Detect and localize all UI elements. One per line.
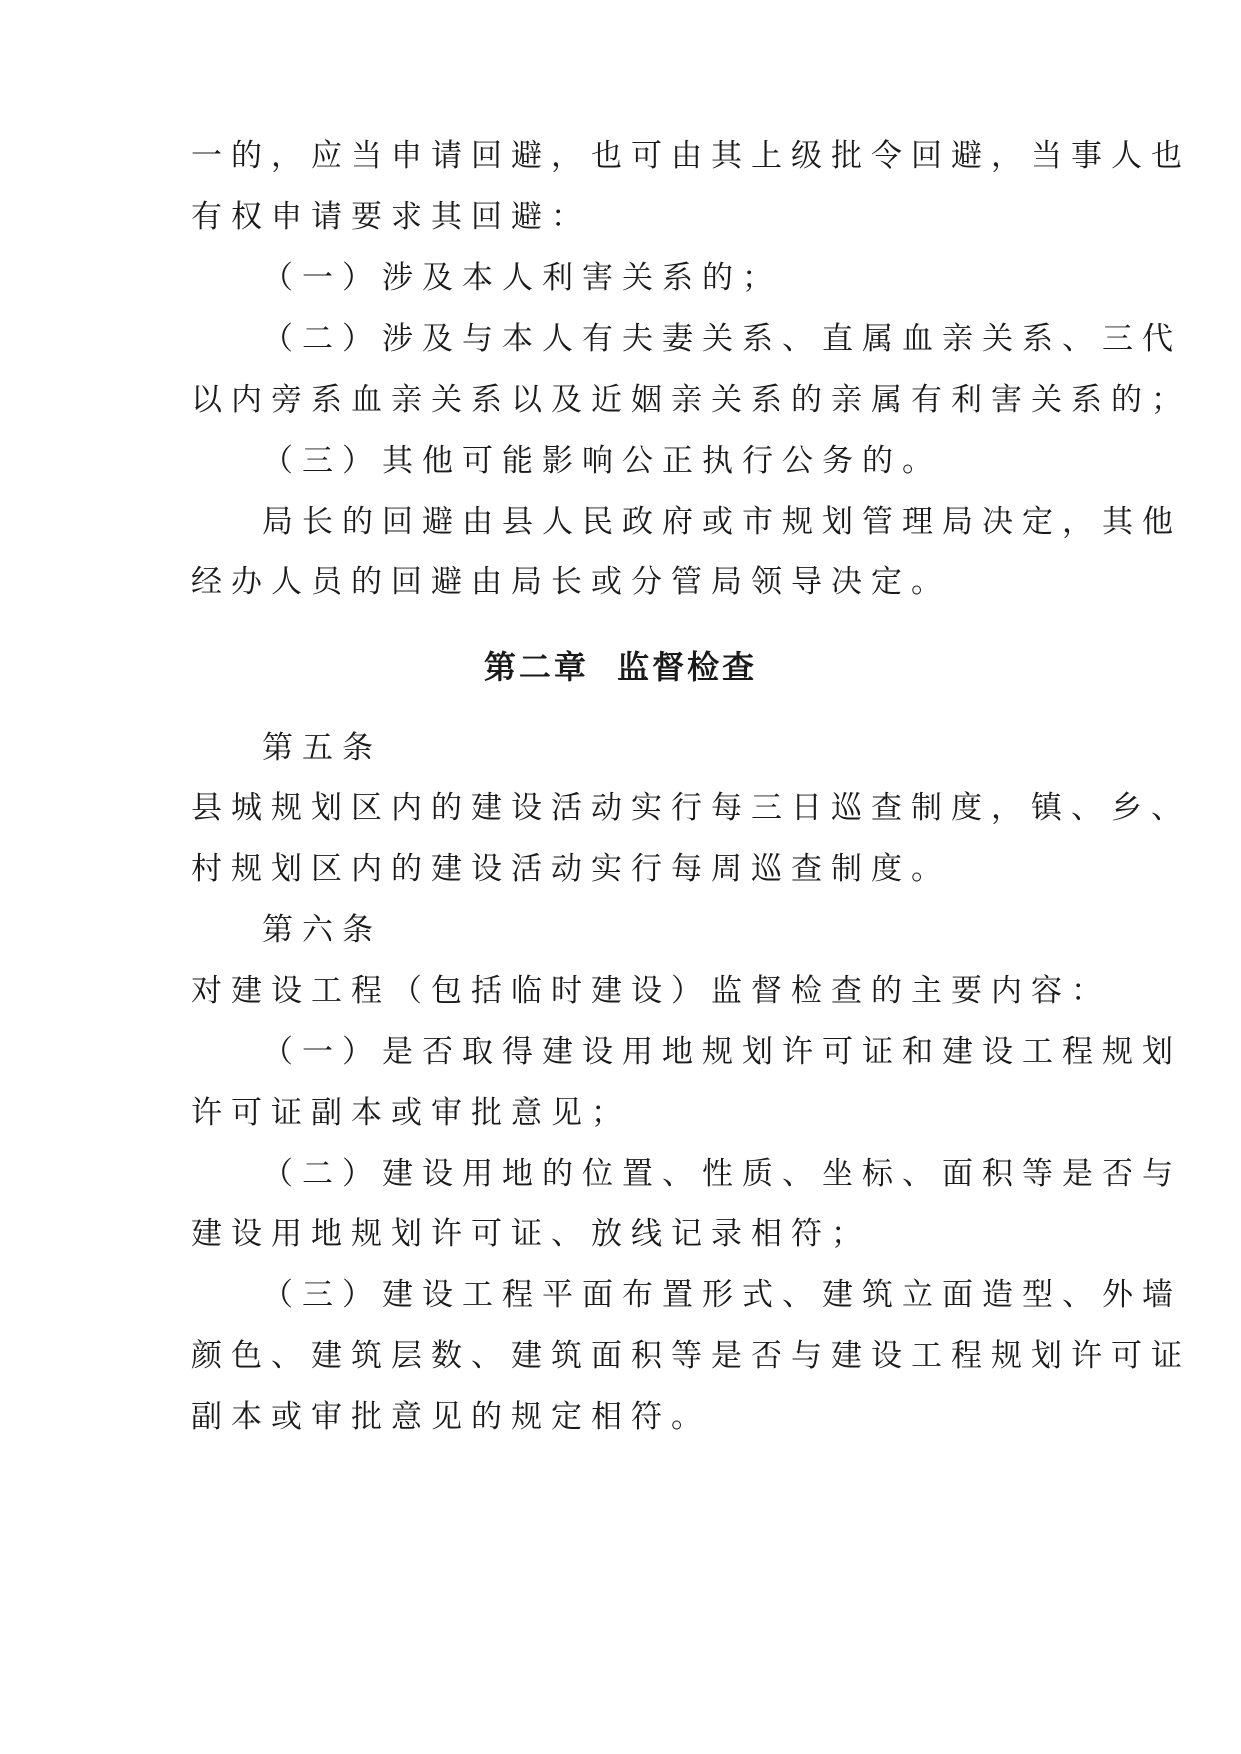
paragraph-line: 对建设工程（包括临时建设）监督检查的主要内容：: [191, 973, 1111, 1009]
paragraph-line: 建设用地规划许可证、放线记录相符；: [191, 1216, 871, 1252]
paragraph-line: 县城规划区内的建设活动实行每三日巡查制度，镇、乡、: [191, 790, 1191, 826]
list-item-line: （二）建设用地的位置、性质、坐标、面积等是否与: [262, 1156, 1182, 1192]
paragraph-line: 一的，应当申请回避，也可由其上级批令回避，当事人也: [191, 138, 1191, 174]
list-item-line: （二）涉及与本人有夫妻关系、直属血亲关系、三代: [262, 321, 1182, 357]
list-item-line: （三）其他可能影响公正执行公务的。: [262, 443, 942, 479]
paragraph-line: 以内旁系血亲关系以及近姻亲关系的亲属有利害关系的；: [191, 382, 1191, 418]
article-number: 第五条: [262, 730, 382, 766]
article-number: 第六条: [262, 912, 382, 948]
list-item-line: （一）涉及本人利害关系的；: [262, 260, 782, 296]
paragraph-line: 副本或审批意见的规定相符。: [191, 1399, 711, 1435]
paragraph-line: 经办人员的回避由局长或分管局领导决定。: [191, 564, 951, 600]
paragraph-line: 有权申请要求其回避：: [191, 199, 591, 235]
list-item-line: （三）建设工程平面布置形式、建筑立面造型、外墙: [262, 1277, 1182, 1313]
chapter-heading: 第二章 监督检查: [483, 648, 758, 686]
paragraph-line: 局长的回避由县人民政府或市规划管理局决定，其他: [262, 504, 1182, 540]
paragraph-line: 颜色、建筑层数、建筑面积等是否与建设工程规划许可证: [191, 1338, 1191, 1374]
paragraph-line: 许可证副本或审批意见；: [191, 1095, 631, 1131]
paragraph-line: 村规划区内的建设活动实行每周巡查制度。: [191, 851, 951, 887]
list-item-line: （一）是否取得建设用地规划许可证和建设工程规划: [262, 1034, 1182, 1070]
